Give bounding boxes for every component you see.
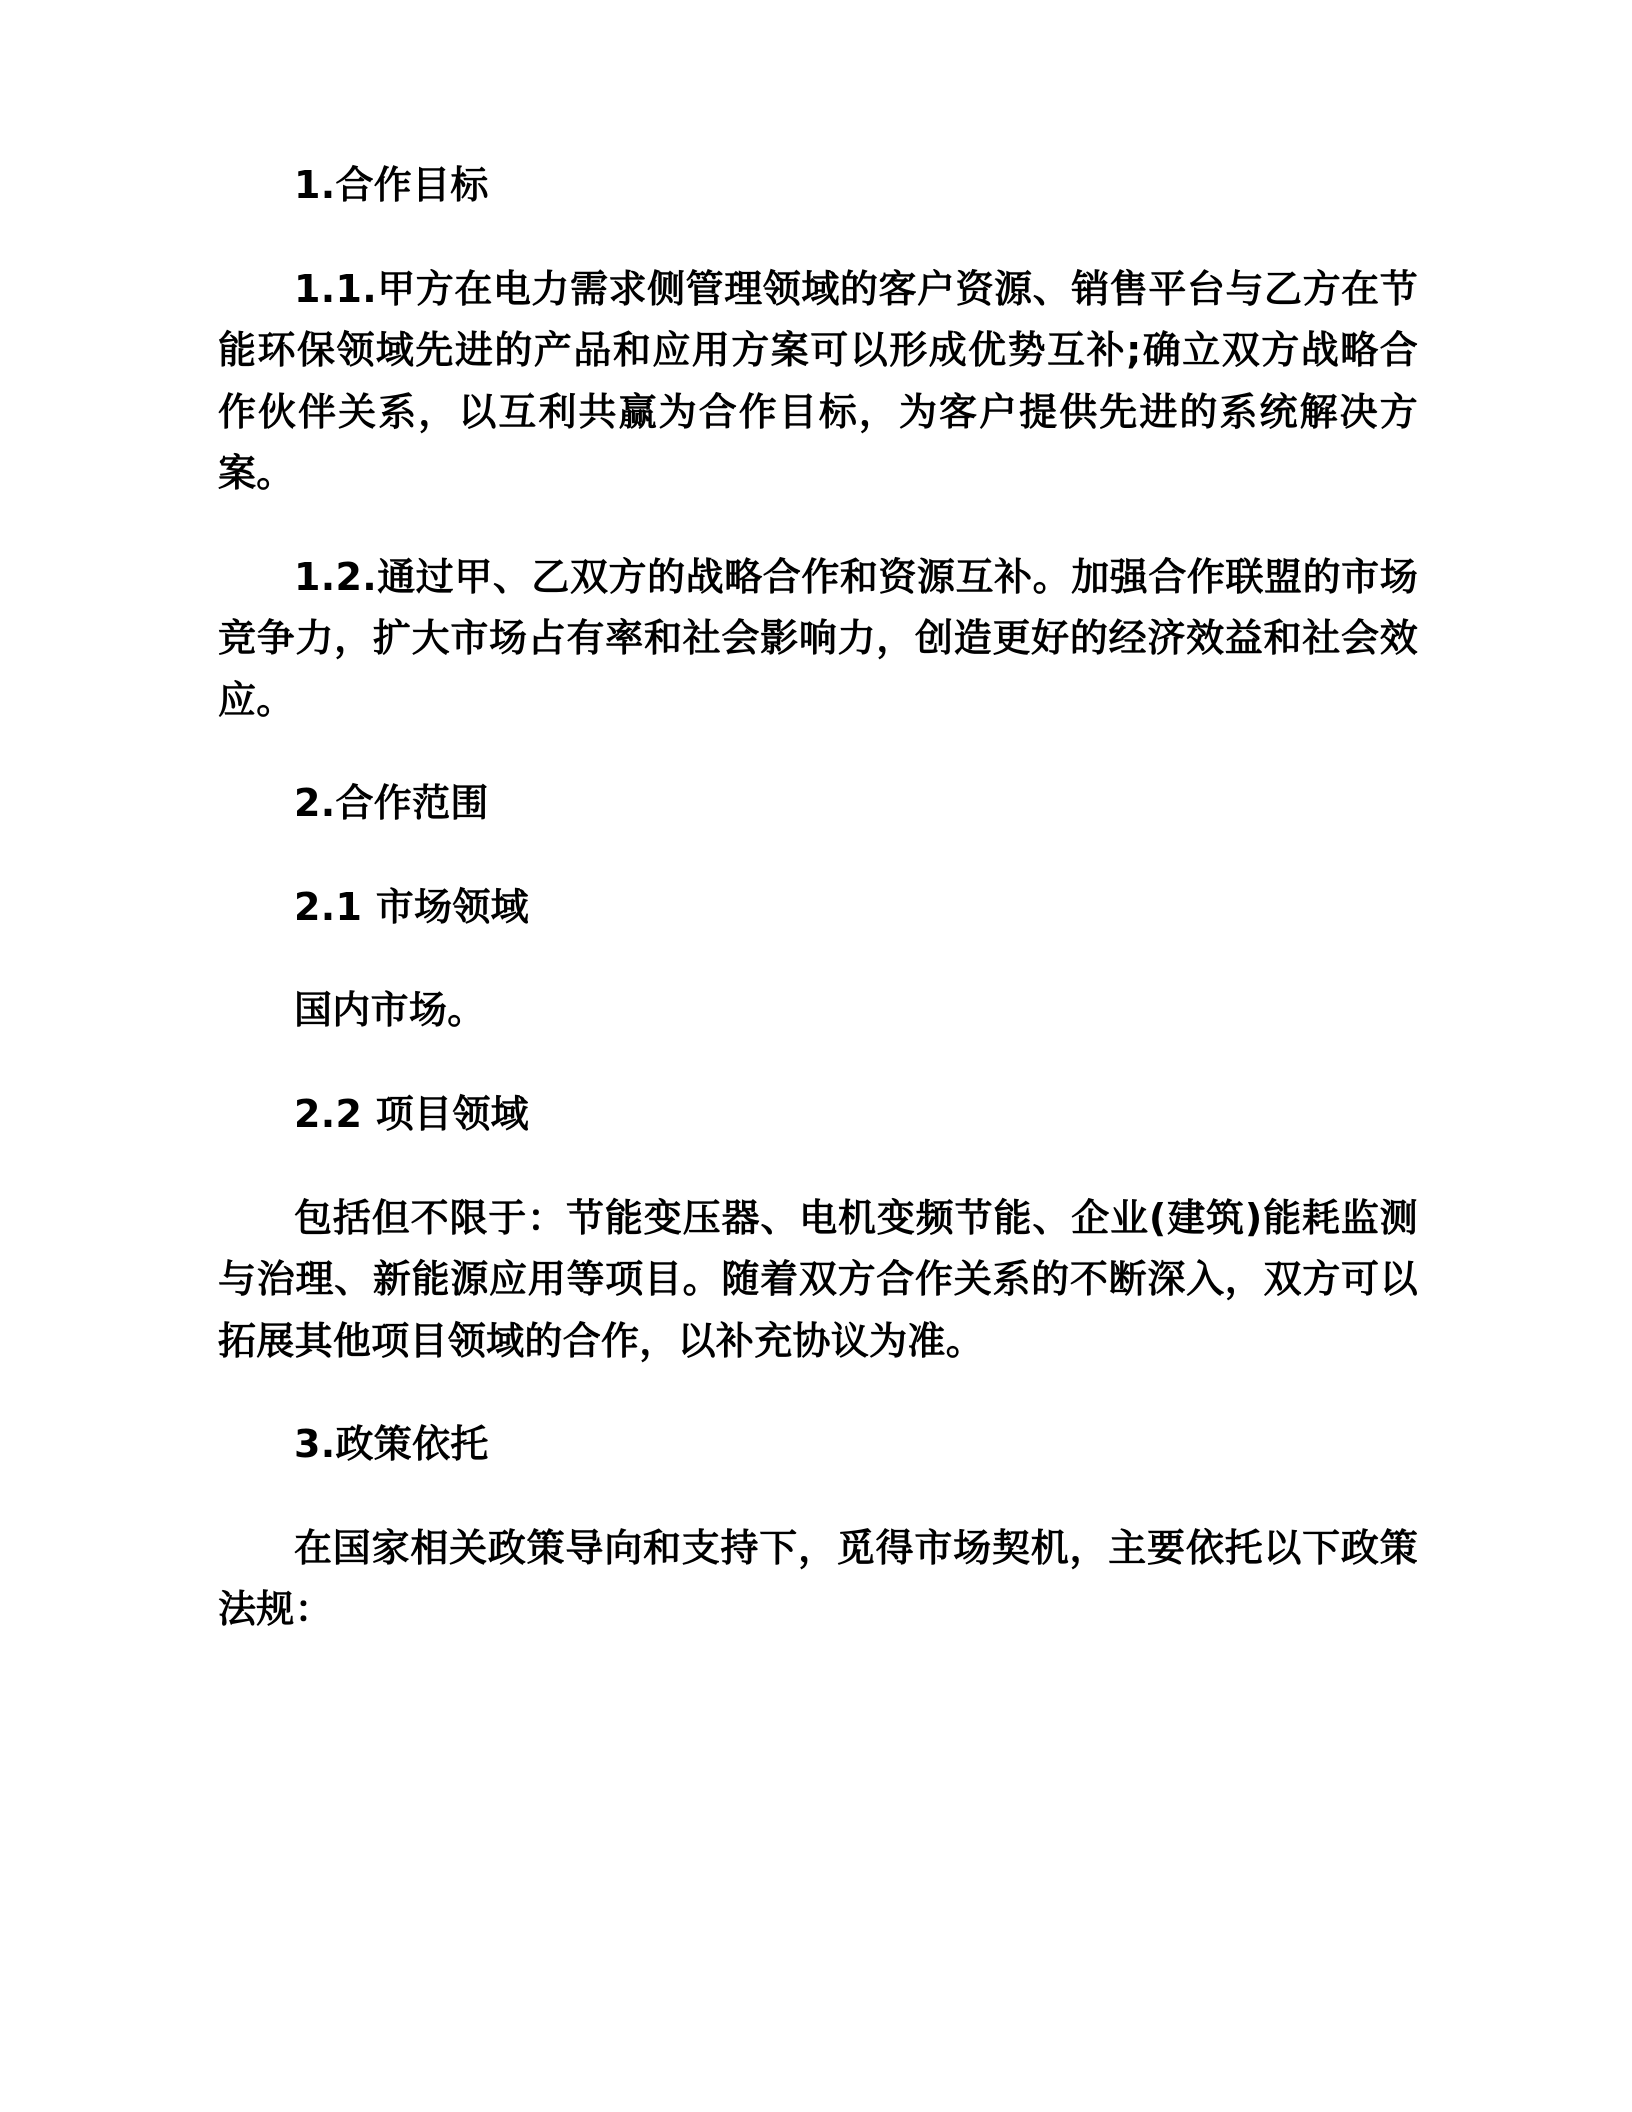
paragraph-1-1: 1.1.甲方在电力需求侧管理领域的客户资源、销售平台与乙方在节能环保领域先进的产品和应用方案可以形成优势互补;确立双方战略合作伙伴关系，以互利共赢为合作目标，为客户提供先进的系统解决方案。: [218, 266, 1418, 496]
document-body: [218, 155, 1418, 1641]
section-heading-1: 1.合作目标: [294, 163, 489, 207]
paragraph-1-2: 1.2.通过甲、乙双方的战略合作和资源互补。加强合作联盟的市场竞争力，扩大市场占有率和社会影响力，创造更好的经济效益和社会效应。: [218, 554, 1418, 722]
paragraph-2-2: 包括但不限于：节能变压器、电机变频节能、企业(建筑)能耗监测与治理、新能源应用等项目。随着双方合作关系的不断深入，双方可以拓展其他项目领域的合作，以补充协议为准。: [218, 1195, 1418, 1363]
section-heading-2: 2.合作范围: [294, 781, 489, 826]
section-heading-3: 3.政策依托: [294, 1422, 489, 1467]
paragraph-2-1: 国内市场。: [294, 988, 486, 1033]
section-heading-2-1: 2.1 市场领域: [294, 884, 529, 929]
section-heading-2-2: 2.2 项目领域: [294, 1092, 529, 1137]
paragraph-3: 在国家相关政策导向和支持下，觅得市场契机，主要依托以下政策法规：: [218, 1525, 1418, 1632]
